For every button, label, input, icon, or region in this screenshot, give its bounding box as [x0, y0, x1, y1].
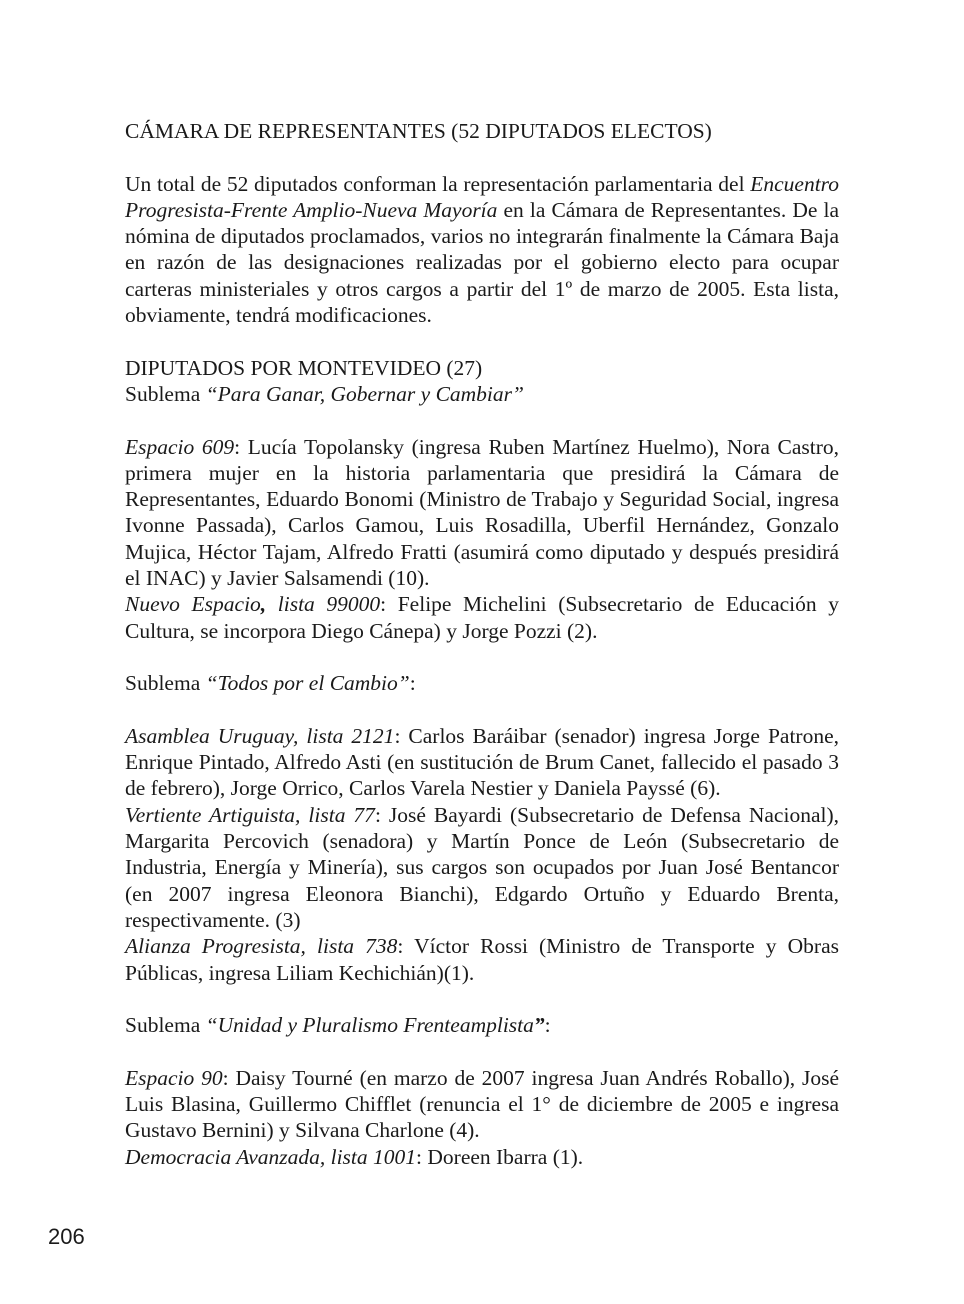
- list-text: : Carlos Baráibar (senador) ingresa Jorge Patrone, Enrique Pintado, Alfredo Asti (en sustitución de Brum Canet, fallecido el pasado 3 de febrero), Jorge Orrico, Carlos Varela Nestier y Daniela Payssé (6).: [125, 723, 839, 801]
- list-text: : Lucía Topolansky (ingresa Ruben Martínez Huelmo), Nora Castro, primera mujer en la historia parlamentaria que presidirá la Cámara de Representantes, Eduardo Bonomi (Ministro de Trabajo y Seguridad Social, ingresa Ivonne Passada), Carlos Gamou, Luis Rosadilla, Uberfil Hernández, Gonzalo Mujica, Héctor Tajam, Alfredo Fratti (asumirá como diputado y después presidirá el INAC) y Javier Salsamendi (10).: [125, 434, 839, 591]
- intro-paragraph: [125, 171, 839, 329]
- sublema-close-quote: ”: [533, 1013, 545, 1038]
- sublema-heading-2: [125, 670, 839, 696]
- list-label-comma: ,: [260, 592, 267, 617]
- sublema-heading-3: [125, 1012, 839, 1038]
- list-label: Espacio 90: [125, 1065, 223, 1090]
- sublema-name: “Todos por el Cambio”: [205, 671, 410, 696]
- list-label: Alianza Progresista, lista 738: [125, 934, 398, 959]
- sublema-prefix: Sublema: [125, 381, 206, 406]
- sublema-name: “Para Ganar, Gobernar y Cambiar”: [205, 381, 524, 406]
- list-label: Nuevo Espacio: [125, 592, 261, 617]
- sublema-prefix: Sublema: [125, 1013, 206, 1038]
- list-text: : Doreen Ibarra (1).: [416, 1144, 584, 1169]
- sublema-suffix: :: [544, 1013, 551, 1038]
- list-entry-alianza-progresista: [125, 933, 839, 986]
- list-text: : Felipe Michelini (Subsecretario de Educación y Cultura, se incorpora Diego Cánepa) y Jorge Pozzi (2).: [125, 592, 839, 643]
- sublema-heading-1: [125, 381, 839, 407]
- intro-text-start: Un total de 52 diputados conforman la representación parlamentaria del: [125, 171, 751, 196]
- intro-text-end: en la Cámara de Representantes. De la nómina de diputados proclamados, varios no integrarán finalmente la Cámara Baja en razón de las designaciones realizadas por el gobierno electo para ocupar carteras ministeriales y otros cargos a partir del 1º de marzo de 2005. Esta lista, obviamente, tendrá modificaciones.: [125, 197, 840, 328]
- sublema-prefix: Sublema: [125, 671, 206, 696]
- section-heading: CÁMARA DE REPRESENTANTES (52 DIPUTADOS ELECTOS): [125, 119, 712, 143]
- list-label: Democracia Avanzada, lista 1001: [125, 1144, 417, 1169]
- list-text: : José Bayardi (Subsecretario de Defensa Nacional), Margarita Percovich (senadora) y Martín Ponce de León (Subsecretario de Industria, Energía y Minería), sus cargos son ocupados por Juan José Bentancor (en 2007 ingresa Eleonora Bianchi), Edgardo Ortuño y Eduardo Brenta, respectivamente. (3): [125, 802, 839, 932]
- page-number: 206: [48, 1224, 85, 1249]
- list-label: Espacio 609: [125, 434, 235, 459]
- sublema-suffix: :: [409, 671, 416, 696]
- list-label: Vertiente Artiguista, lista 77: [125, 802, 375, 827]
- list-entry-nuevo-espacio: [125, 591, 839, 644]
- list-entry-asamblea-uruguay: [125, 723, 839, 802]
- list-entry-espacio-90: [125, 1065, 839, 1144]
- coalition-name: Encuentro Progresista-Frente Amplio-Nueva Mayoría: [125, 171, 839, 222]
- sublema-name: “Unidad y Pluralismo Frenteamplista: [205, 1013, 534, 1038]
- list-text: : Daisy Tourné (en marzo de 2007 ingresa Juan Andrés Roballo), José Luis Blasina, Guillermo Chifflet (renuncia el 1° de diciembre de 2005 e ingresa Gustavo Bernini) y Silvana Charlone (4).: [125, 1065, 839, 1143]
- list-text: : Víctor Rossi (Ministro de Transporte y Obras Públicas, ingresa Liliam Kechichián)(1).: [125, 934, 839, 985]
- page-body: [125, 118, 839, 1170]
- list-entry-espacio-609: [125, 434, 839, 592]
- list-label-number: lista 99000: [266, 592, 381, 617]
- list-label: Asamblea Uruguay, lista 2121: [125, 723, 395, 748]
- montevideo-heading: DIPUTADOS POR MONTEVIDEO (27): [125, 355, 483, 380]
- list-entry-vertiente-artiguista: [125, 802, 839, 933]
- list-entry-democracia-avanzada: [125, 1144, 839, 1170]
